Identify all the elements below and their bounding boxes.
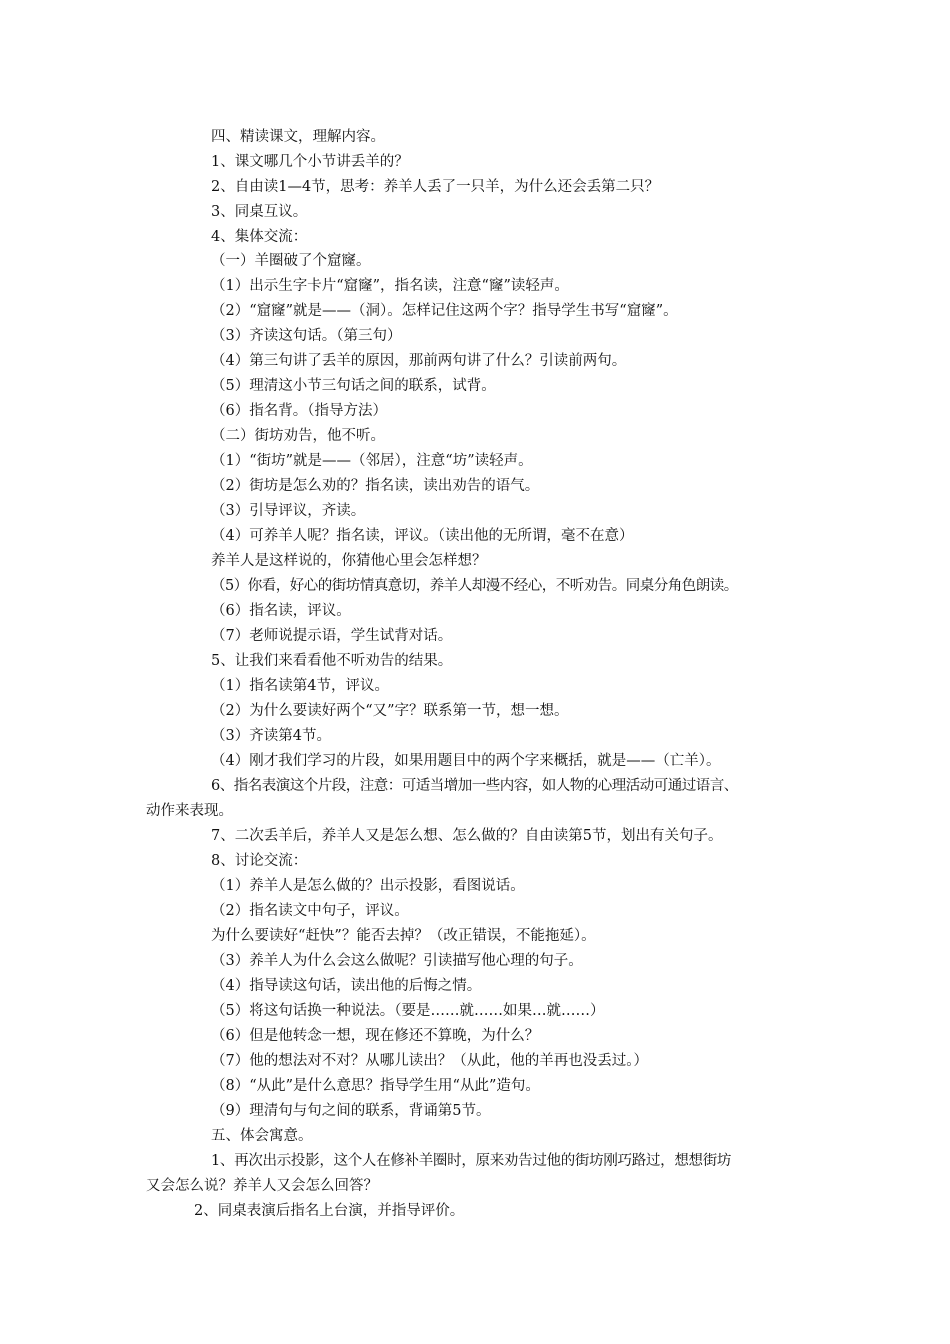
text-line: 又会怎么说？养羊人又会怎么回答？ (146, 1178, 378, 1194)
text-line: 2、自由读1—4节，思考：养羊人丢了一只羊，为什么还会丢第二只？ (211, 179, 660, 195)
text-line: 8、讨论交流： (211, 853, 308, 869)
text-line: （4）可养羊人呢？指名读，评议。（读出他的无所谓，毫不在意） (211, 528, 634, 544)
text-line: （1）出示生字卡片“窟窿”，指名读，注意“窿”读轻声。 (211, 278, 569, 294)
text-line: （5）理清这小节三句话之间的联系，试背。 (211, 378, 496, 394)
text-line: （8）“从此”是什么意思？指导学生用“从此”造句。 (211, 1078, 540, 1094)
text-line: 1、再次出示投影，这个人在修补羊圈时，原来劝告过他的街坊刚巧路过，想想街坊 (211, 1153, 732, 1169)
text-line: （2）“窟窿”就是——（洞）。怎样记住这两个字？指导学生书写“窟窿”。 (211, 303, 678, 319)
text-line: （5）将这句话换一种说法。（要是……就……如果…就……） (211, 1003, 605, 1019)
text-line: （1）指名读第4节，评议。 (211, 678, 389, 694)
subheading-two: （二）街坊劝告，他不听。 (211, 428, 385, 444)
text-line: （1）“街坊”就是——（邻居），注意“坊”读轻声。 (211, 453, 533, 469)
text-line: （4）指导读这句话，读出他的后悔之情。 (211, 978, 482, 994)
text-line: （7）他的想法对不对？从哪儿读出？（从此，他的羊再也没丢过。） (211, 1053, 648, 1069)
text-line: （2）街坊是怎么劝的？指名读，读出劝告的语气。 (211, 478, 540, 494)
text-line: （5）你看，好心的街坊情真意切，养羊人却漫不经心，不听劝告。同桌分角色朗读。 (211, 578, 738, 594)
text-line: 3、同桌互议。 (211, 204, 308, 220)
heading-four: 四、精读课文，理解内容。 (211, 129, 385, 145)
text-line: 1、课文哪几个小节讲丢羊的？ (211, 154, 409, 170)
text-line: （4）第三句讲了丢羊的原因，那前两句讲了什么？引读前两句。 (211, 353, 627, 369)
text-line: 动作来表现。 (146, 803, 233, 819)
text-line: （6）指名读，评议。 (211, 603, 351, 619)
text-line: （3）齐读这句话。（第三句） (211, 328, 402, 344)
text-line: 7、二次丢羊后，养羊人又是怎么想、怎么做的？自由读第5节，划出有关句子。 (211, 828, 723, 844)
text-line: 为什么要读好“赶快”？能否去掉？（改正错误，不能拖延）。 (211, 928, 596, 944)
text-line: 5、让我们来看看他不听劝告的结果。 (211, 653, 453, 669)
text-line: （9）理清句与句之间的联系，背诵第5节。 (211, 1103, 491, 1119)
text-line: （2）指名读文中句子，评议。 (211, 903, 409, 919)
text-line: （7）老师说提示语，学生试背对话。 (211, 628, 453, 644)
text-line: 养羊人是这样说的，你猜他心里会怎样想？ (211, 553, 487, 569)
text-line: （6）但是他转念一想，现在修还不算晚，为什么？ (211, 1028, 540, 1044)
text-line: 2、同桌表演后指名上台演，并指导评价。 (194, 1203, 465, 1219)
text-line: 4、集体交流： (211, 229, 308, 245)
text-line: （2）为什么要读好两个“又”字？联系第一节，想一想。 (211, 703, 569, 719)
text-line: （6）指名背。（指导方法） (211, 403, 387, 419)
text-line: 6、指名表演这个片段，注意：可适当增加一些内容，如人物的心理活动可通过语言、 (211, 778, 738, 794)
heading-five: 五、体会寓意。 (211, 1128, 313, 1144)
text-line: （3）齐读第4节。 (211, 728, 331, 744)
text-line: （4）刚才我们学习的片段，如果用题目中的两个字来概括，就是——（亡羊）。 (211, 753, 721, 769)
text-line: （3）养羊人为什么会这么做呢？引读描写他心理的句子。 (211, 953, 583, 969)
subheading-one: （一）羊圈破了个窟窿。 (211, 253, 371, 269)
text-line: （3）引导评议，齐读。 (211, 503, 366, 519)
text-line: （1）养羊人是怎么做的？出示投影，看图说话。 (211, 878, 525, 894)
